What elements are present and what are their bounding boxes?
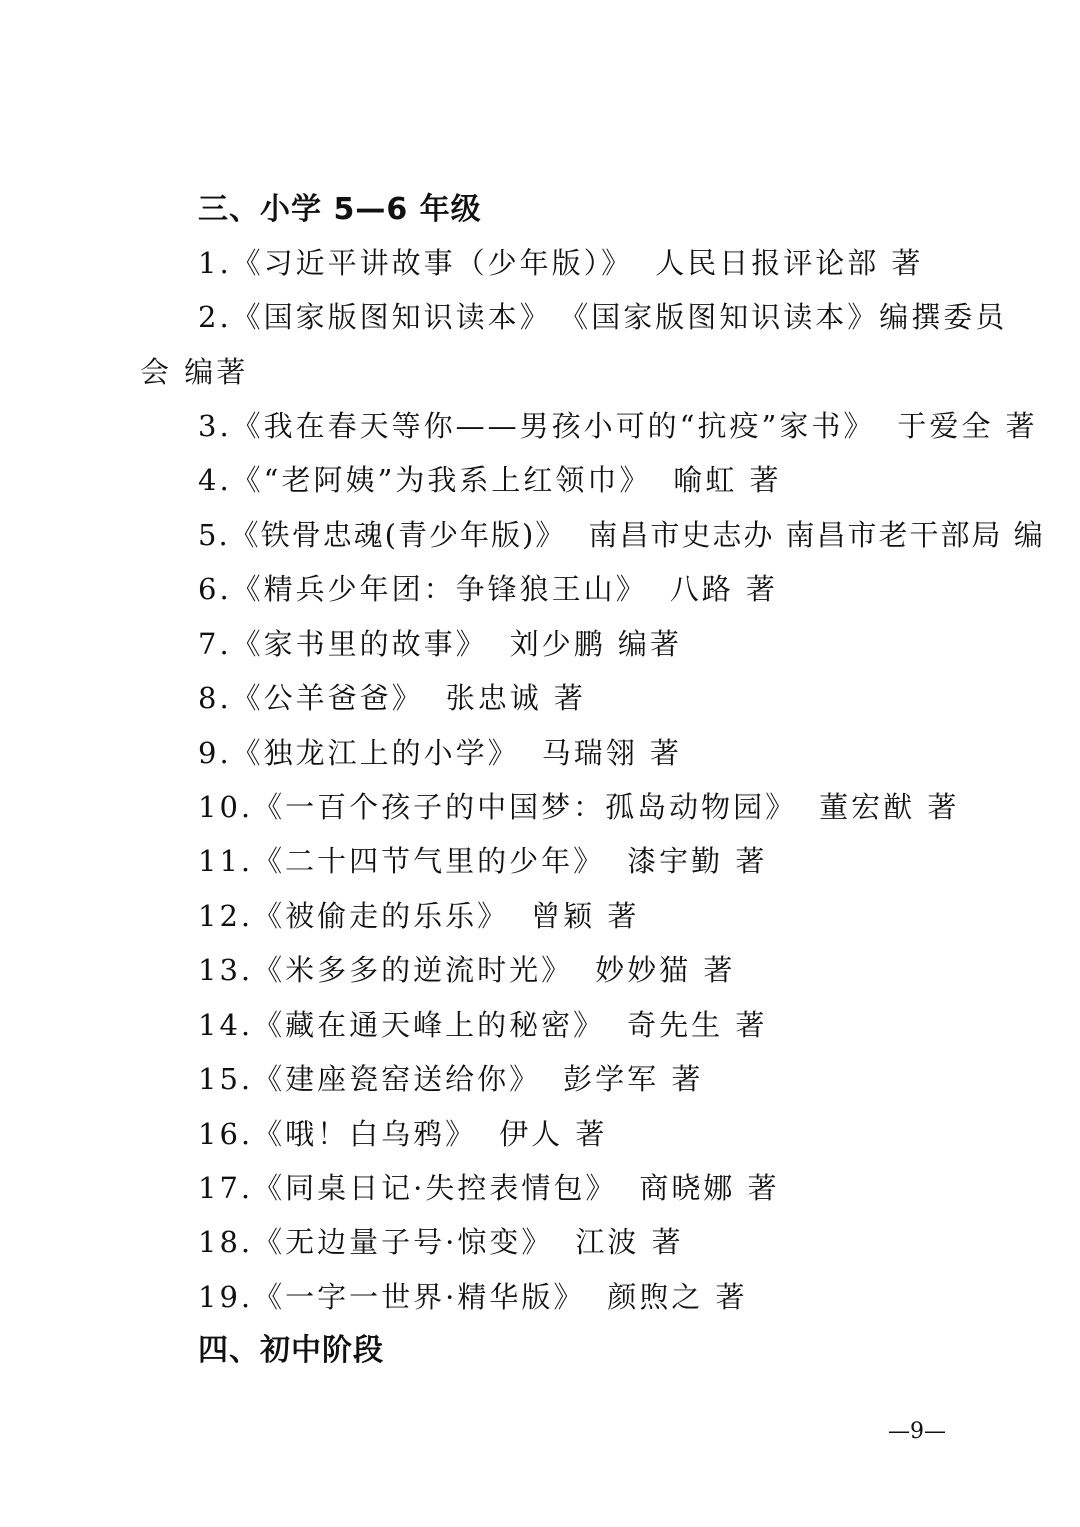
book-title: 《独龙江上的小学》 xyxy=(231,736,520,770)
list-item xyxy=(198,624,682,664)
item-number: 2. xyxy=(198,300,232,334)
book-title: 《无边量子号·惊变》 xyxy=(253,1225,554,1259)
item-number: 19. xyxy=(198,1280,254,1314)
book-title: 《国家版图知识读本》 xyxy=(231,300,552,334)
book-title: 《同桌日记·失控表情包》 xyxy=(253,1171,618,1205)
list-item xyxy=(198,896,639,936)
book-author: 江波 著 xyxy=(575,1225,684,1259)
item-number: 5. xyxy=(198,518,230,552)
page-number: —9— xyxy=(888,1419,946,1444)
list-item xyxy=(198,1114,607,1154)
item-number: 15. xyxy=(198,1062,254,1096)
book-author: 刘少鹏 编著 xyxy=(509,627,682,661)
book-title: 《习近平讲故事（少年版）》 xyxy=(231,246,634,280)
book-title: 《“老阿姨”为我系上红领巾》 xyxy=(231,463,652,497)
list-item xyxy=(198,569,778,609)
book-author: 漆宇勤 著 xyxy=(627,844,768,878)
list-item xyxy=(198,1168,780,1208)
book-title: 《精兵少年团：争锋狼王山》 xyxy=(231,572,648,606)
book-author: 伊人 著 xyxy=(499,1117,608,1151)
list-item xyxy=(198,841,767,881)
book-author: 商晓娜 著 xyxy=(639,1171,780,1205)
book-author: 《国家版图知识读本》编撰委员 xyxy=(573,300,1008,334)
book-title: 《我在春天等你——男孩小可的“抗疫”家书》 xyxy=(231,409,876,443)
item-number: 4. xyxy=(198,463,232,497)
item-number: 18. xyxy=(198,1225,254,1259)
list-item xyxy=(198,243,923,283)
book-author: 于爱全 著 xyxy=(897,409,1038,443)
list-item xyxy=(198,515,1045,555)
book-title: 《铁骨忠魂(青少年版)》 xyxy=(229,518,567,552)
book-author: 彭学军 著 xyxy=(563,1062,704,1096)
item-number: 17. xyxy=(198,1171,254,1205)
book-title: 《哦！白乌鸦》 xyxy=(253,1117,478,1151)
list-item xyxy=(198,460,782,500)
book-title: 《被偷走的乐乐》 xyxy=(253,899,510,933)
book-title: 《建座瓷窑送给你》 xyxy=(253,1062,542,1096)
item-number: 13. xyxy=(198,953,254,987)
item-number: 7. xyxy=(198,627,232,661)
book-author: 颜煦之 著 xyxy=(607,1280,748,1314)
item-number: 10. xyxy=(198,790,254,824)
book-author: 董宏猷 著 xyxy=(819,790,960,824)
list-item xyxy=(198,787,959,827)
list-item xyxy=(198,1005,767,1045)
item-number: 11. xyxy=(198,844,254,878)
list-item xyxy=(198,406,1038,446)
item-number: 1. xyxy=(198,246,232,280)
book-author: 喻虹 著 xyxy=(673,463,782,497)
book-title: 《二十四节气里的少年》 xyxy=(253,844,606,878)
section-heading-junior-high: 四、初中阶段 xyxy=(198,1333,384,1368)
item-number: 14. xyxy=(198,1008,254,1042)
item-number: 6. xyxy=(198,572,232,606)
list-item xyxy=(198,297,1007,337)
book-author: 张忠诚 著 xyxy=(445,681,586,715)
book-title: 《家书里的故事》 xyxy=(231,627,488,661)
list-item xyxy=(198,1059,703,1099)
book-author: 人民日报评论部 著 xyxy=(655,246,924,280)
list-item xyxy=(198,678,586,718)
book-author: 马瑞翎 著 xyxy=(541,736,682,770)
list-item xyxy=(198,733,682,773)
book-author: 曾颖 著 xyxy=(531,899,640,933)
item-number: 3. xyxy=(198,409,232,443)
list-item xyxy=(198,1277,748,1317)
book-title: 《公羊爸爸》 xyxy=(231,681,424,715)
list-item xyxy=(198,950,735,990)
book-title: 《一百个孩子的中国梦：孤岛动物园》 xyxy=(253,790,798,824)
section-heading-primary-5-6: 三、小学 5—6 年级 xyxy=(198,192,482,227)
book-author: 妙妙猫 著 xyxy=(595,953,736,987)
book-title: 《米多多的逆流时光》 xyxy=(253,953,574,987)
item-number: 16. xyxy=(198,1117,254,1151)
book-title: 《一字一世界·精华版》 xyxy=(253,1280,586,1314)
item-number: 8. xyxy=(198,681,232,715)
book-author-continuation: 会 编著 xyxy=(140,355,249,389)
item-number: 12. xyxy=(198,899,254,933)
book-title: 《藏在通天峰上的秘密》 xyxy=(253,1008,606,1042)
item-number: 9. xyxy=(198,736,232,770)
book-author: 奇先生 著 xyxy=(627,1008,768,1042)
book-author: 南昌市史志办 南昌市老干部局 编 xyxy=(588,518,1045,552)
list-item xyxy=(198,1222,684,1262)
book-author: 八路 著 xyxy=(669,572,778,606)
